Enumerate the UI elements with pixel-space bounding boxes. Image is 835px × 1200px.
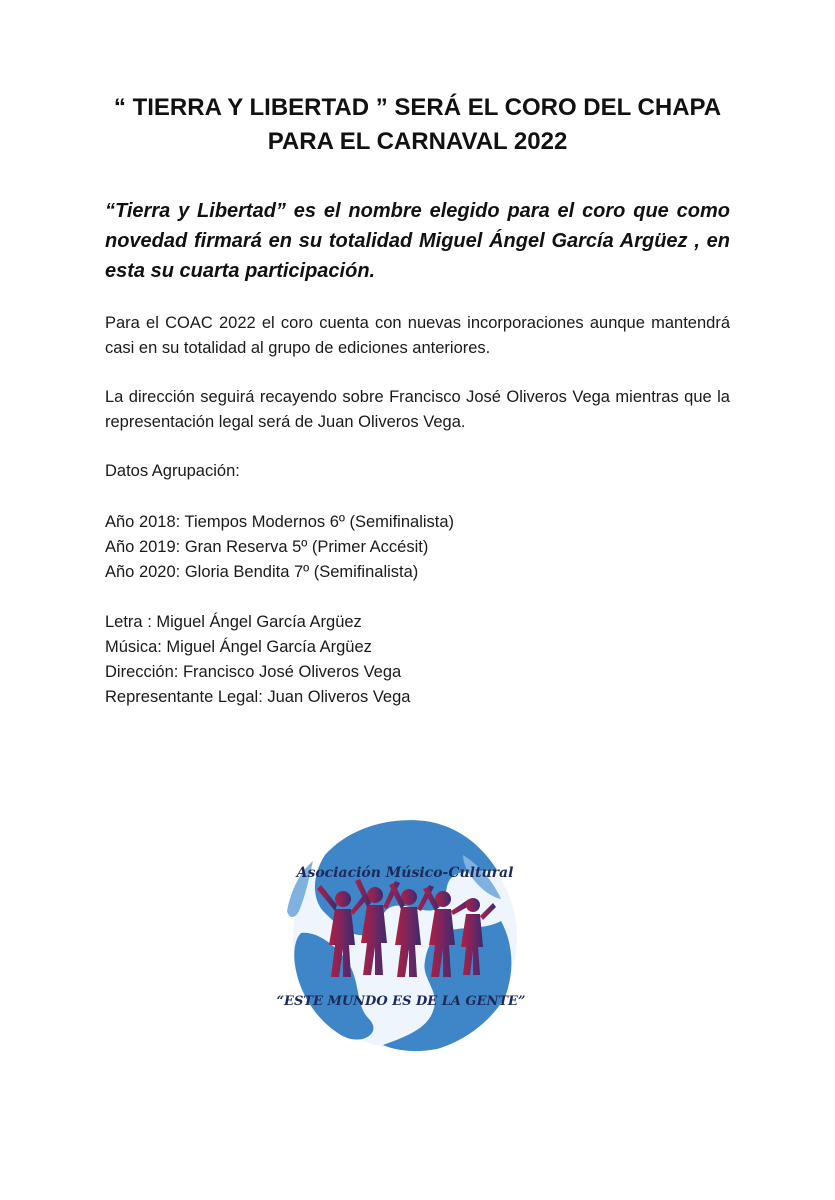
history-list xyxy=(105,510,730,585)
credit-item: Letra : Miguel Ángel García Argüez xyxy=(105,613,362,631)
document-title xyxy=(60,91,775,159)
lead-paragraph: “Tierra y Libertad” es el nombre elegido para el coro que como novedad firmará en su totalidad Miguel Ángel García Argüez , en esta su cuarta participación. xyxy=(105,200,730,282)
credits-list xyxy=(105,610,730,710)
credit-item: Representante Legal: Juan Oliveros Vega xyxy=(105,688,411,706)
paragraph-direction: La dirección seguirá recayendo sobre Francisco José Oliveros Vega mientras que la representación legal será de Juan Oliveros Vega. xyxy=(105,388,730,431)
logo-graphic xyxy=(265,815,540,1055)
logo-bottom-text: “ESTE MUNDO ES DE LA GENTE” xyxy=(276,994,526,1009)
paragraph-incorporations: Para el COAC 2022 el coro cuenta con nuevas incorporaciones aunque mantendrá casi en su totalidad al grupo de ediciones anteriores. xyxy=(105,314,730,357)
history-item: Año 2018: Tiempos Modernos 6º (Semifinalista) xyxy=(105,513,455,531)
logo-top-text: Asociación Músico-Cultural xyxy=(296,865,514,881)
title-line-1: “ TIERRA Y LIBERTAD ” SERÁ EL CORO DEL CHAPA xyxy=(113,94,722,121)
title-line-2: PARA EL CARNAVAL 2022 xyxy=(267,128,568,155)
data-heading: Datos Agrupación: xyxy=(105,462,240,480)
credit-item: Dirección: Francisco José Oliveros Vega xyxy=(105,663,402,681)
history-item: Año 2019: Gran Reserva 5º (Primer Accésit) xyxy=(105,538,429,556)
credit-item: Música: Miguel Ángel García Argüez xyxy=(105,638,372,656)
history-item: Año 2020: Gloria Bendita 7º (Semifinalista) xyxy=(105,563,419,581)
association-logo xyxy=(265,815,540,1055)
